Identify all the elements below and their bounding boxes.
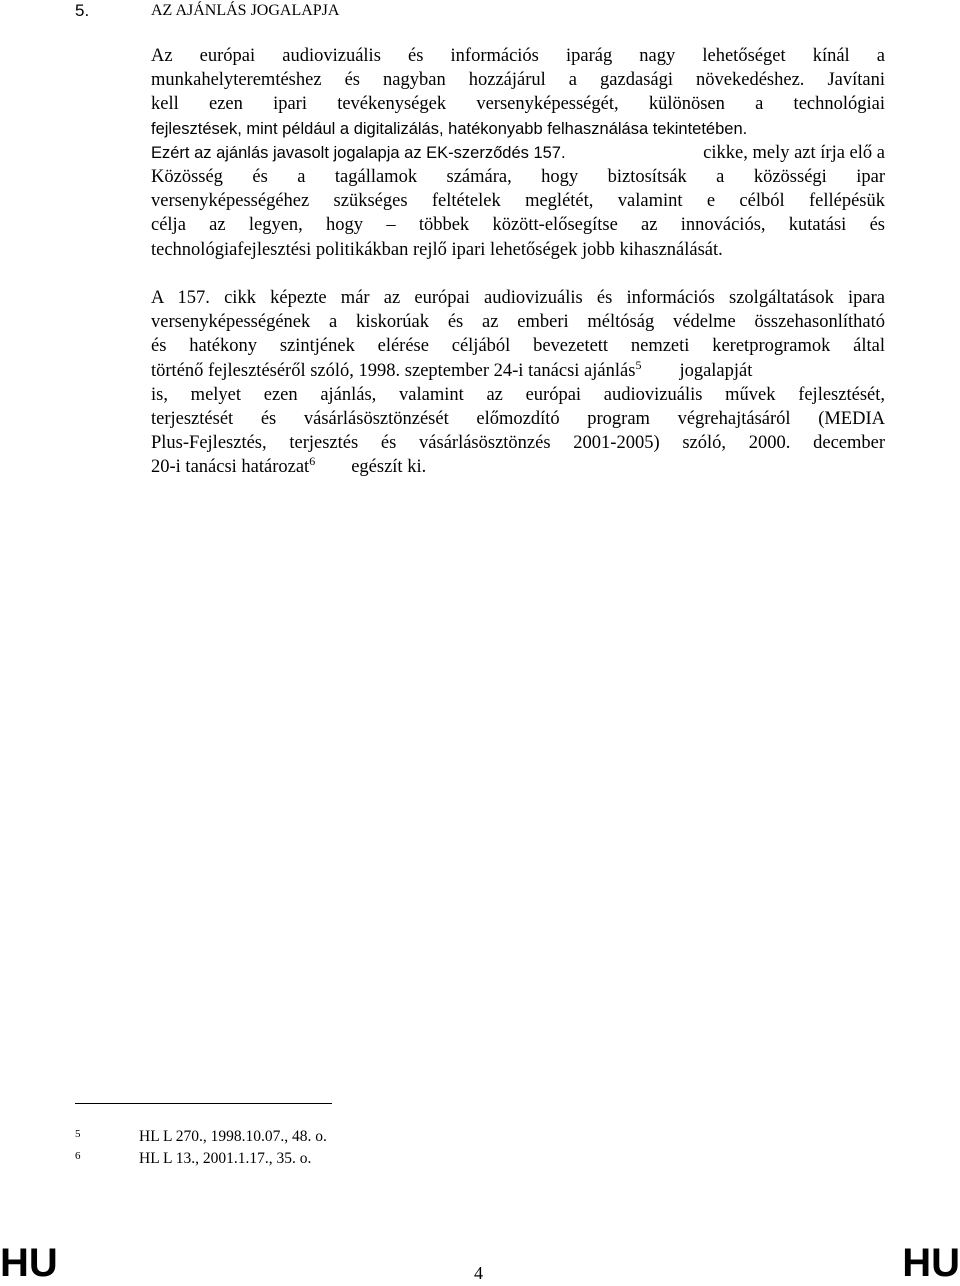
paragraph-line-part: jogalapját [679,360,753,381]
paragraph-line: versenyképességének a kiskorúak és az emberi méltóság védelme összehasonlítható [151,312,885,333]
paragraph-line: terjesztését és vásárlásösztönzését előmozdító program végrehajtásáról (MEDIA [151,408,885,429]
section-title: AZ AJÁNLÁS JOGALAPJA [151,2,340,19]
paragraph-line-part: egészít ki. [351,457,427,478]
page-number: 4 [474,1263,483,1283]
footnote-separator [75,1103,332,1104]
paragraph-line [151,359,885,383]
paragraph-line-part: Ezért az ajánlás javasolt jogalapja az EK-szerződés 157. [151,143,566,162]
paragraph-line: kell ezen ipari tevékenységek versenyképességét, különösen a technológiai [151,94,885,115]
paragraph-line: célja az legyen, hogy – többek között-elősegítse az innovációs, kutatási és [151,215,885,236]
footnote [75,1127,327,1147]
footer-language-left: HU [0,1241,58,1285]
paragraph-line: Az európai audiovizuális és információs iparág nagy lehetőséget kínál a [151,46,885,66]
footnote-ref[interactable]: 5 [635,357,642,372]
footnote-text: HL L 13., 2001.1.17., 35. o. [139,1150,312,1167]
paragraph-line: technológiafejlesztési politikákban rejlő ipari lehetőségek jobb kihasználását. [151,239,723,260]
footnote-ref[interactable]: 6 [309,454,316,469]
section-number: 5. [75,1,90,20]
paragraph-line [151,141,885,165]
section-heading [75,0,340,22]
paragraph-line: és hatékony szintjének elérése céljából bevezetett nemzeti keretprogramok által [151,336,885,357]
footnote [75,1149,311,1169]
paragraph-line: A 157. cikk képezte már az európai audiovizuális és információs szolgáltatások ipara [151,288,885,308]
paragraph-line: Plus-Fejlesztés, terjesztés és vásárlásösztönzés 2001-2005) szóló, 2000. december [151,433,885,454]
paragraph-line: fejlesztések, mint például a digitalizálás, hatékonyabb felhasználása tekintetében. [151,119,748,138]
footnote-mark: 6 [75,1150,81,1162]
footnote-text: HL L 270., 1998.10.07., 48. o. [139,1128,327,1145]
paragraph-line-part: cikke, mely azt írja elő a [703,142,885,163]
paragraph-line [151,455,885,479]
footer-language-right: HU [902,1241,960,1285]
paragraph-line: is, melyet ezen ajánlás, valamint az európai audiovizuális művek fejlesztését, [151,384,885,405]
paragraph-line: versenyképességéhez szükséges feltételek meglétét, valamint e célból fellépésük [151,191,885,212]
footnote-mark: 5 [75,1128,81,1140]
paragraph-2 [151,286,885,480]
paragraph-1 [151,44,885,262]
paragraph-line: Közösség és a tagállamok számára, hogy biztosítsák a közösségi ipar [151,166,885,187]
paragraph-line-part: történő fejlesztéséről szóló, 1998. szeptember 24-i tanácsi ajánlás [151,360,636,381]
paragraph-line: munkahelyteremtéshez és nagyban hozzájárul a gazdasági növekedéshez. Javítani [151,70,885,91]
paragraph-line-part: 20-i tanácsi határozat [151,457,310,478]
